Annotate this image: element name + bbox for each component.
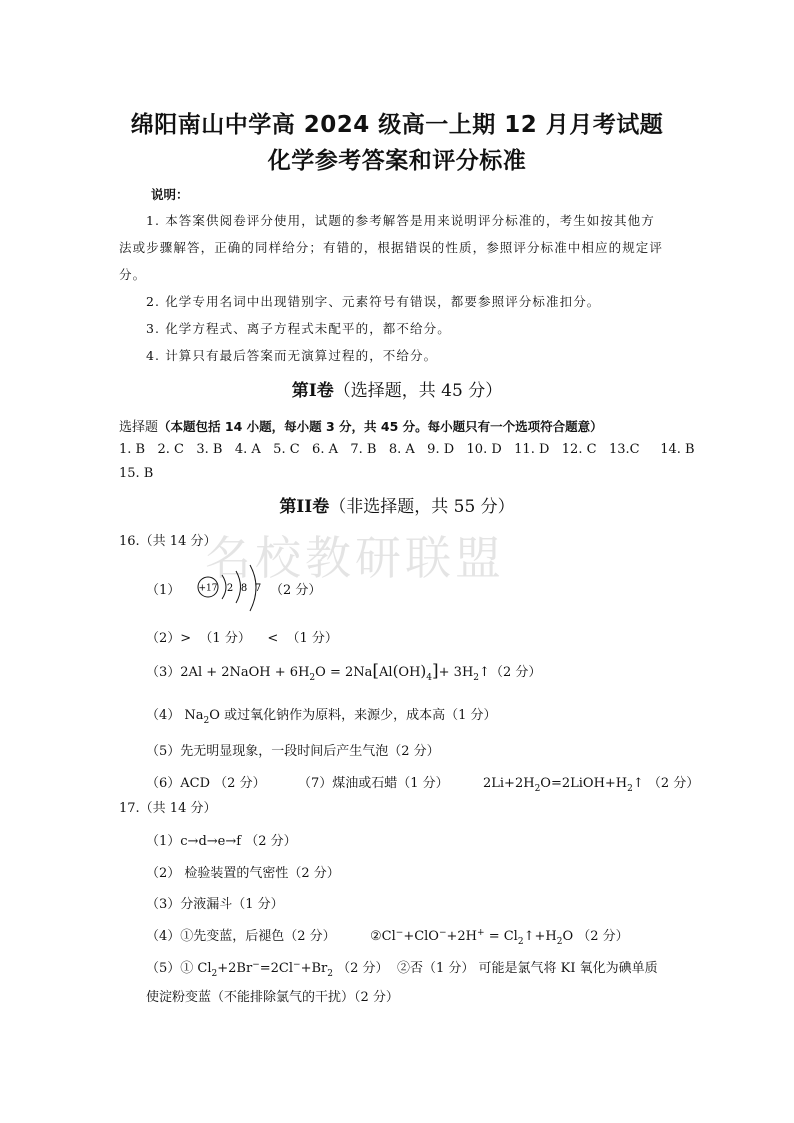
q17-p4b-sup3: + <box>477 928 485 938</box>
shell-1-electrons: 2 <box>226 583 234 594</box>
q16-p6: （6）ACD （2 分） <box>146 776 266 791</box>
q16-p3-sub3: 2 <box>473 673 480 683</box>
section-1-heading <box>0 376 794 401</box>
q16-p7-eq-a: 2Li+2H <box>483 776 535 791</box>
q16-p4-label: （4） <box>146 708 185 723</box>
section-2-rest: （非选择题，共 55 分） <box>329 497 515 517</box>
q17-p5a-sub2: 2 <box>327 969 333 979</box>
q16-p5: （5）先无明显现象，一段时间后产生气泡（2 分） <box>146 744 440 759</box>
shell-arc-1 <box>222 575 226 599</box>
q17-p5a-sup2: − <box>293 960 301 970</box>
q16-p7: （7）煤油或石蜡（1 分） <box>298 776 449 791</box>
note-1-line3: 分。 <box>119 267 147 282</box>
q16-p3-eq-d: OH <box>398 665 421 680</box>
note-4: 4. 计算只有最后答案而无演算过程的，不给分。 <box>146 348 438 363</box>
q16-p4-na: Na <box>184 708 204 723</box>
q16-header: 16.（共 14 分） <box>119 534 217 549</box>
q16-p3-eq-b: O = 2Na <box>315 665 373 680</box>
q16-p3-sub2: 4 <box>426 673 433 683</box>
q16-p3-eq-a: 2Al + 2NaOH + 6H <box>180 665 310 680</box>
q17-p4b-sup1: − <box>395 928 404 938</box>
q16-p3-eq-c: Al <box>379 665 393 680</box>
q16-p3-label: （3） <box>146 665 181 680</box>
q17-p5a-3: =2Cl <box>259 961 294 976</box>
mc-answers-line1: 1. B 2. C 3. B 4. A 5. C 6. A 7. B 8. A 9. D 10. D 11. D 12. C 13.C 14. B <box>119 442 695 457</box>
q17-p4b <box>370 925 629 947</box>
q17-p4b-4: = Cl <box>484 929 518 944</box>
q17-p4b-sub1: 2 <box>517 937 524 947</box>
q16-p3-sub1: 2 <box>309 673 316 683</box>
page-title-line2: 化学参考答案和评分标准 <box>267 148 527 174</box>
mc-label: 选择题 <box>119 420 159 435</box>
q17-p5a-5: （2 分） <box>332 961 389 976</box>
shell-2-electrons: 8 <box>240 583 248 594</box>
q16-p7-sub2: 2 <box>627 784 633 794</box>
note-3: 3. 化学方程式、离子方程式未配平的，都不给分。 <box>146 321 451 336</box>
note-2: 2. 化学专用名词中出现错别字、元素符号有错误，都要参照评分标准扣分。 <box>146 294 601 309</box>
q16-p1-label: （1） <box>146 583 181 598</box>
q17-p5b: ②否（1 分） 可能是氯气将 KI 氧化为碘单质 <box>397 961 658 976</box>
mc-instruction: （本题包括 14 小题，每小题 3 分，共 45 分。每小题只有一个选项符合题意） <box>158 419 603 434</box>
q17-p4b-1: ②Cl <box>370 929 396 944</box>
section-2-heading <box>0 492 794 517</box>
q17-p5a-4: +Br <box>300 961 328 976</box>
q17-p1: （1）c→d→e→f （2 分） <box>146 834 297 849</box>
notes-heading: 说明： <box>151 187 189 202</box>
q16-p3-eq-f: ↑ <box>479 665 490 680</box>
q16-p7-eq-c: ↑ （2 分） <box>632 776 700 791</box>
q17-p3: （3）分液漏斗（1 分） <box>146 897 284 912</box>
q16-p3-paren-close: ) <box>420 662 427 680</box>
q17-p5a-1: （5）① Cl <box>146 961 212 976</box>
note-1-line1: 1. 本答案供阅卷评分使用，试题的参考解答是用来说明评分标准的，考生如按其他方 <box>146 213 655 228</box>
q17-p4b-2: +ClO <box>403 929 439 944</box>
q16-p3 <box>146 661 541 681</box>
q16-p3-bracket-close: ] <box>432 661 439 681</box>
shell-arc-2 <box>236 571 241 603</box>
mc-heading <box>119 416 603 435</box>
q16-p4-rest: O 或过氧化钠作为原料，来源少，成本高（1 分） <box>209 708 497 723</box>
q17-p4b-6: O （2 分） <box>562 929 629 944</box>
nucleus-charge: +17 <box>198 583 218 594</box>
q17-p4a: （4）①先变蓝，后褪色（2 分） <box>146 929 336 944</box>
watermark-text: 名校教研联盟 <box>205 531 505 585</box>
q17-p5a-2: +2Br <box>217 961 253 976</box>
q16-p2: （2）> （1 分） < （1 分） <box>146 631 338 646</box>
q17-p5a-sub1: 2 <box>211 969 218 979</box>
q16-p4 <box>146 704 497 726</box>
section-1-bold: 第I卷 <box>291 381 334 401</box>
q17-p4b-sup2: − <box>438 928 447 938</box>
chlorine-atom-structure <box>192 562 268 618</box>
q17-p4b-3: +2H <box>446 929 478 944</box>
q16-p3-score: （2 分） <box>489 665 542 680</box>
q17-p5a-sup1: − <box>252 960 260 970</box>
q16-p7-equation <box>483 772 700 794</box>
q16-p3-paren-open: ( <box>392 662 399 680</box>
q16-p1-score: （2 分） <box>270 583 322 598</box>
page-title-line1: 绵阳南山中学高 2024 级高一上期 12 月月考试题 <box>130 112 664 138</box>
q16-p4-sub: 2 <box>203 716 210 726</box>
section-2-bold: 第II卷 <box>279 497 330 517</box>
shell-3-electrons: 7 <box>254 583 262 594</box>
q17-p4b-sub2: 2 <box>556 937 563 947</box>
q17-p5a <box>146 957 389 979</box>
mc-answers-line2: 15. B <box>119 466 154 481</box>
note-1-line2: 法或步骤解答，正确的同样给分；有错的，根据错误的性质，参照评分标准中相应的规定评 <box>119 240 664 255</box>
q16-p3-eq-e: + 3H <box>438 665 474 680</box>
q16-p3-bracket-open: [ <box>372 661 380 681</box>
q17-header: 17.（共 14 分） <box>119 801 217 816</box>
q16-p7-sub1: 2 <box>534 784 541 794</box>
q17-p2: （2） 检验装置的气密性（2 分） <box>146 866 340 881</box>
q17-p4b-5: ↑+H <box>523 929 557 944</box>
q17-p5c: 使淀粉变蓝（不能排除氯气的干扰）（2 分） <box>146 990 399 1005</box>
q16-p7-eq-b: O=2LiOH+H <box>540 776 628 791</box>
section-1-rest: （选择题，共 45 分） <box>333 381 503 401</box>
